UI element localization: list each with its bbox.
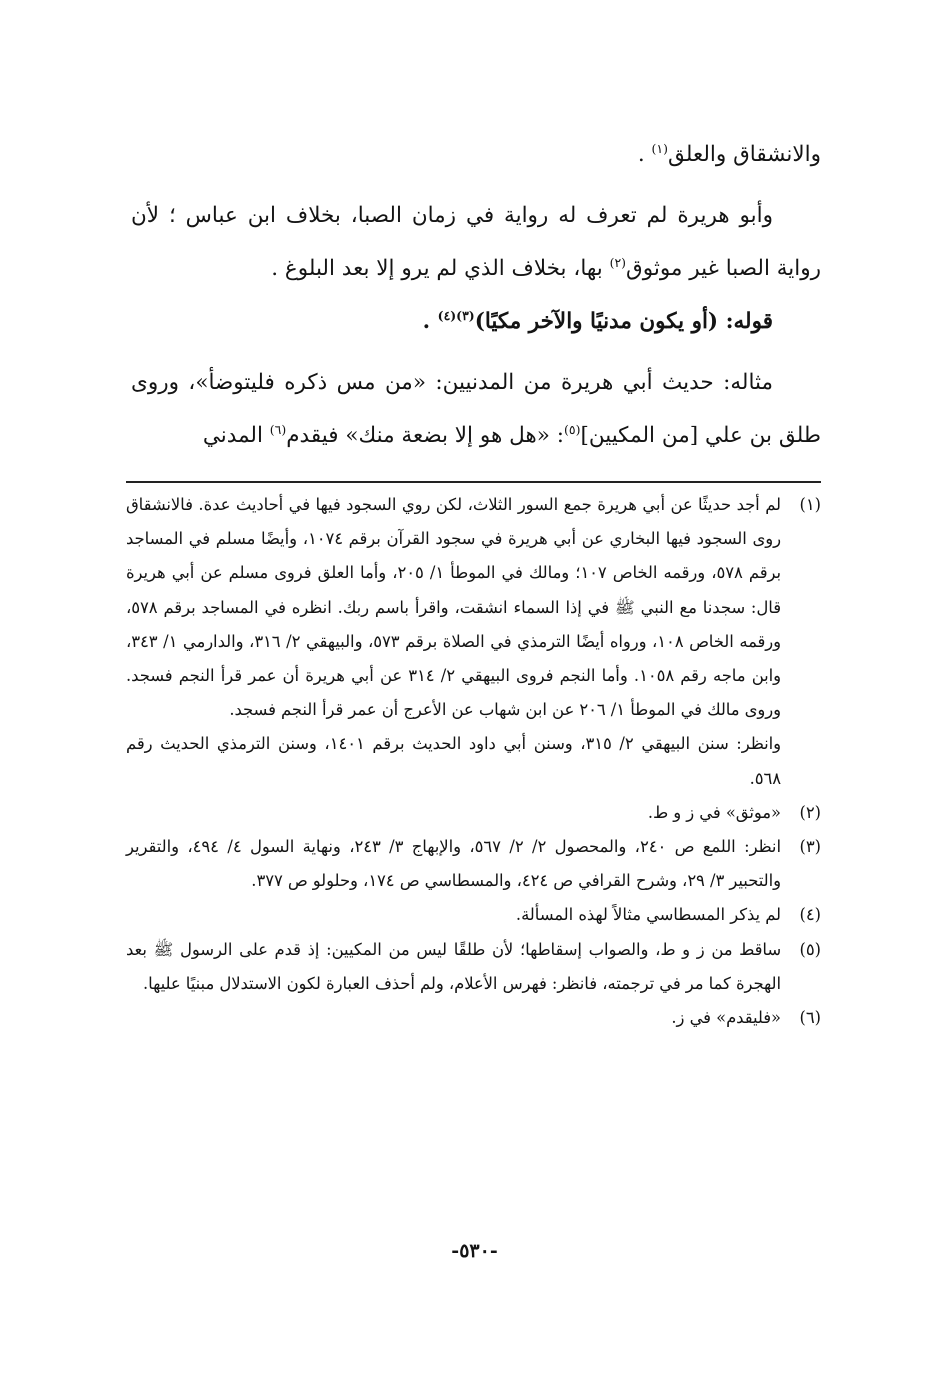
footnote-4 bbox=[126, 898, 821, 932]
footnote-paragraph: «فليقدم» في ز. bbox=[671, 1008, 781, 1028]
footnote-ref-6[interactable]: (٦) bbox=[269, 421, 287, 437]
main-text bbox=[131, 128, 821, 462]
para4-text-a: مثاله: حديث أبي هريرة من المدنيين: «من مس ذكره فليتوضأ»، وروى طلق بن علي [من المكيين] bbox=[131, 370, 821, 448]
para3-end: . bbox=[422, 309, 438, 334]
paragraph-2 bbox=[131, 189, 821, 295]
footnote-paragraph: «موثق» في ز و ط. bbox=[647, 802, 781, 822]
footnote-ref-2[interactable]: (٢) bbox=[609, 254, 627, 270]
footnote-text bbox=[126, 796, 781, 830]
footnote-refs-3-4[interactable]: (٣)(٤) bbox=[437, 307, 475, 323]
footnote-number: (٦) bbox=[799, 1008, 821, 1028]
footnote-ref-1[interactable]: (١) bbox=[651, 140, 668, 156]
para4-text-b: : «هل هو إلا بضعة منك» فيقدم bbox=[286, 423, 564, 448]
footnote-paragraph: انظر: اللمع ص ٢٤٠، والمحصول ٢/ ٢/ ٥٦٧، والإبهاج ٣/ ٢٤٣، ونهاية السول ٤/ ٤٩٤، والتقرير والتحبير ٣/ ٢٩، وشرح القرافي ص ٤٢٤، والمسطاسي ص ١٧٤، وحلولو ص ٣٧٧. bbox=[126, 837, 781, 891]
footnote-paragraph: لم أجد حديثًا عن أبي هريرة جمع السور الثلاث، لكن روي السجود فيها في أحاديث عدة. فالانشقاق روى السجود فيها البخاري عن أبي هريرة في سجود القرآن برقم ١٠٧٤، وأيضًا مسلم في المساجد برقم ٥٧٨، ورقمه الخاص ١٠٧؛ ومالك في الموطأ ١/ ٢٠٥، وأما العلق فروى مسلم عن أبي هريرة قال: سجدنا مع النبي ﷺ في إذا السماء انشقت، واقرأ باسم ربك. انظره في المساجد برقم ٥٧٨، ورقمه الخاص ١٠٨، ورواه أيضًا الترمذي في الصلاة برقم ٥٧٣، والبيهقي ٢/ ٣١٦، والدارمي ١/ ٣٤٣، وابن ماجه رقم ١٠٥٨. وأما النجم فروى البيهقي ٢/ ٣١٤ عن أبي هريرة أن عمر قرأ النجم فسجد. وروى مالك في الموطأ ١/ ٢٠٦ عن ابن شهاب عن الأعرج أن عمر قرأ النجم فسجد. bbox=[126, 495, 782, 720]
footnote-1 bbox=[126, 488, 821, 796]
footnote-number: (٢) bbox=[799, 802, 821, 822]
footnote-2 bbox=[126, 796, 821, 830]
paragraph-4 bbox=[131, 356, 821, 462]
para2-text-b: بها، بخلاف الذي لم يرو إلا بعد البلوغ . bbox=[271, 256, 610, 281]
footnote-ref-5[interactable]: (٥) bbox=[564, 421, 581, 437]
line1-end: . bbox=[637, 142, 652, 167]
paragraph-1 bbox=[131, 128, 821, 181]
page-number: -٥٣٠- bbox=[451, 1240, 498, 1262]
para4-text-c: المدني bbox=[202, 423, 270, 448]
footnote-paragraph: لم يذكر المسطاسي مثالاً لهذه المسألة. bbox=[515, 905, 781, 925]
footnote-number: (٥) bbox=[799, 939, 821, 959]
footnote-separator bbox=[126, 481, 821, 483]
paragraph-3-heading bbox=[131, 295, 821, 348]
footnote-paragraph: وانظر: سنن البيهقي ٢/ ٣١٥، وسنن أبي داود الحديث برقم ١٤٠١، وسنن الترمذي الحديث رقم ٥٦٨. bbox=[126, 734, 782, 788]
footnote-number: (١) bbox=[799, 495, 821, 514]
footnote-text bbox=[126, 830, 781, 898]
footnote-number: (٤) bbox=[799, 905, 821, 925]
footnote-6 bbox=[126, 1001, 821, 1035]
footnote-text bbox=[126, 1001, 781, 1035]
footnote-3 bbox=[126, 830, 821, 898]
para2-text-a: وأبو هريرة لم تعرف له رواية في زمان الصبا، بخلاف ابن عباس ؛ لأن رواية الصبا غير موثوق bbox=[131, 203, 821, 281]
footnote-paragraph: ساقط من ز و ط، والصواب إسقاطها؛ لأن طلقًا ليس من المكيين: إذ قدم على الرسول ﷺ بعد الهجرة كما مر في ترجمته، فانظر: فهرس الأعلام، ولم أحذف العبارة لكون الاستدلال مبنيًا عليها. bbox=[126, 939, 781, 993]
footnote-number: (٣) bbox=[799, 837, 821, 857]
para3-text: قوله: (أو يكون مدنيًا والآخر مكيًا) bbox=[474, 309, 773, 334]
footnotes bbox=[126, 488, 821, 1035]
footnote-5 bbox=[126, 933, 821, 1001]
line1-text: والانشقاق والعلق bbox=[667, 142, 821, 167]
footnote-text bbox=[126, 488, 781, 796]
footnote-text bbox=[126, 933, 781, 1001]
footnote-text bbox=[126, 898, 781, 932]
